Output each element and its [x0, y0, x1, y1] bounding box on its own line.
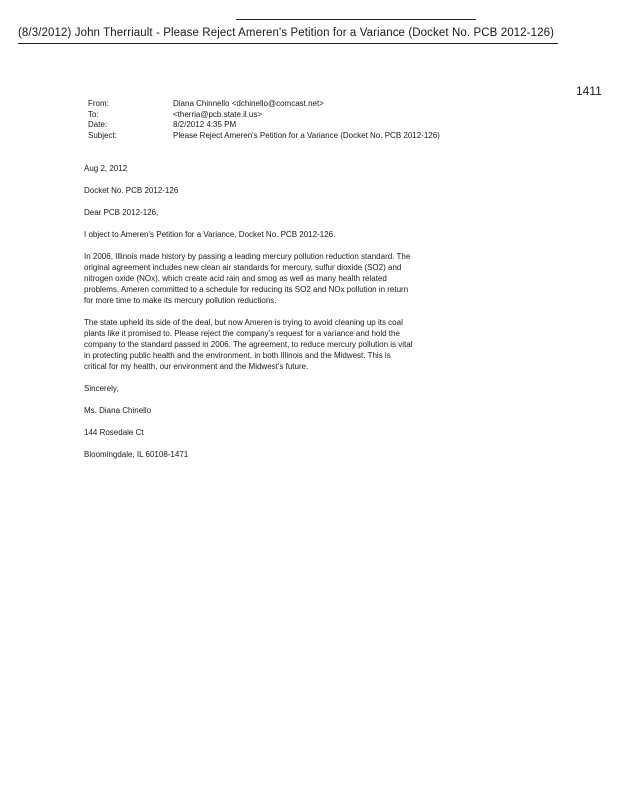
from-value: Diana Chinnello <dchinello@comcast.net> — [173, 99, 324, 108]
subject-value: Please Reject Ameren's Petition for a Variance (Docket No. PCB 2012-126) — [173, 130, 440, 140]
to-value: <therria@pcb.state.il.us> — [173, 109, 263, 119]
letter-body — [84, 163, 414, 471]
letter-salutation: Dear PCB 2012-126, — [84, 208, 159, 217]
document-title-bar: (8/3/2012) John Therriault - Please Reject Ameren's Petition for a Variance (Docket No. PCB 2012-126) — [18, 27, 555, 39]
email-header — [88, 99, 440, 141]
to-row — [88, 110, 440, 121]
letter-closing: Sincerely, — [84, 384, 119, 393]
letter-date: Aug 2, 2012 — [84, 164, 128, 173]
signature-name: Ms. Diana Chinello — [84, 406, 152, 415]
subject-row — [88, 131, 440, 142]
letter-paragraph-2: The state upheld its side of the deal, but now Ameren is trying to avoid cleaning up its coal plants like it promised to. Please reject the company's request for a variance and hold the company to the standard passed in 2006. The agreement, to reduce mercury pollution is vital in protecting public health and the environment, in both Illinois and the Midwest. This is critical for my health, our environment and the Midwest's future. — [84, 318, 413, 371]
to-label: To: — [88, 109, 99, 119]
title-rule-top — [236, 19, 476, 20]
date-label: Date: — [88, 120, 108, 129]
signature-street: 144 Rosedale Ct — [84, 428, 144, 437]
from-row — [88, 99, 440, 110]
letter-paragraph-1: In 2006, Illinois made history by passing a leading mercury pollution reduction standard. The original agreement includes new clean air standards for mercury, sulfur dioxide (SO2) and nitrogen oxide (NOx), which create acid rain and smog as well as many health related problems. Ameren committed to a schedule for reducing its SO2 and NOx pollution in return for more time to make its mercury pollution reductions. — [84, 252, 411, 305]
letter-opening: I object to Ameren's Petition for a Variance, Docket No. PCB 2012-126. — [84, 230, 336, 239]
page-number: 1411 — [576, 84, 602, 98]
signature-block — [84, 405, 414, 460]
date-value: 8/2/2012 4:35 PM — [173, 120, 237, 129]
from-label: From: — [88, 99, 109, 108]
date-row — [88, 120, 440, 131]
title-rule-bottom — [18, 43, 558, 44]
letter-docket: Docket No. PCB 2012-126 — [84, 186, 179, 195]
signature-city: Bloomingdale, IL 60108-1471 — [84, 450, 189, 459]
subject-label: Subject: — [88, 130, 117, 140]
